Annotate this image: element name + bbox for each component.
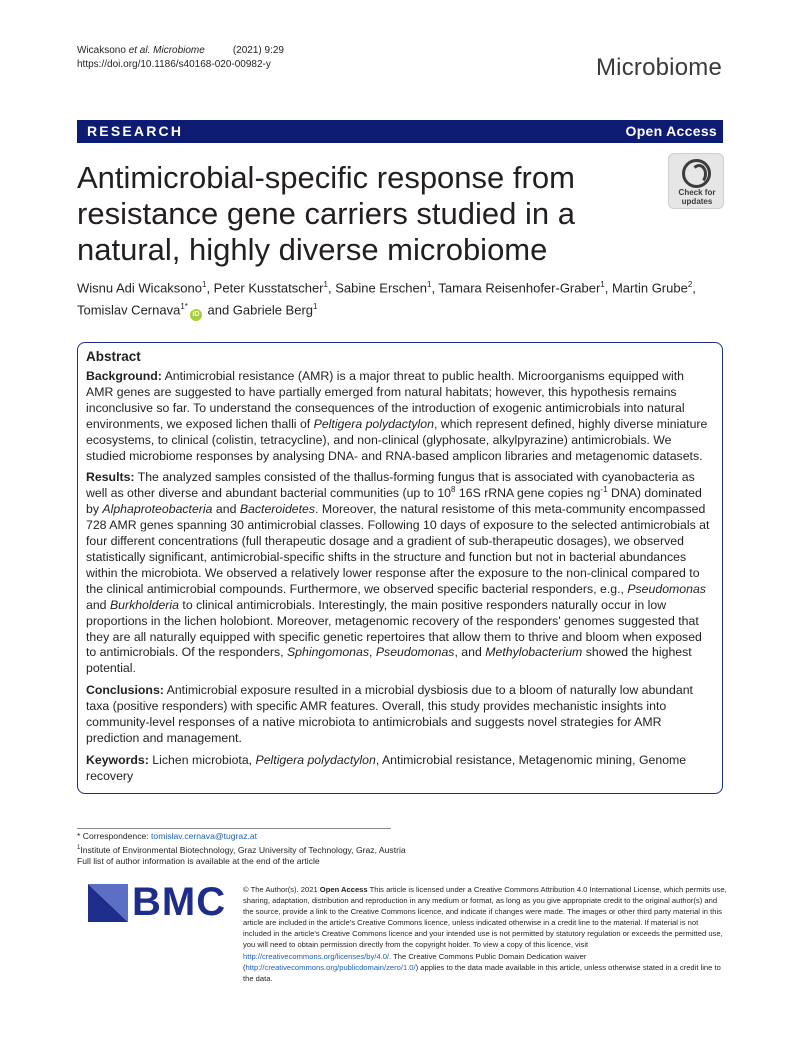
license-link[interactable]: http://creativecommons.org/licenses/by/4.0/ [243,951,390,961]
author-name[interactable]: , Tamara Reisenhofer-Graber [431,280,601,296]
footnote-divider [77,828,391,829]
bmc-logo-text: BMC [132,880,227,924]
author-name[interactable]: , Sabine Erschen [327,280,427,296]
abstract-background: Background: Antimicrobial resistance (AMR) is a major threat to public health. Microorganisms equipped with AMR genes are suggested to have partially emerged from natural habitats; however, this hypothesis remains inconclusive so far. To understand the consequences of the introduction of exogenic antimicrobials into natural environments, we exposed lichen thalli of Peltigera polydactylon, which represent defined, highly diverse miniature ecosystems, to clinical (colistin, tetracycline), and non-clinical (glyphosate, alkylpyrazine) antimicrobials. We studied microbiome responses by analysing DNA- and RNA-based amplicon libraries and metagenomic datasets. [86,369,708,463]
author-name[interactable]: , Peter Kusstatscher [206,280,324,296]
abstract-keywords: Keywords: Lichen microbiota, Peltigera polydactylon, Antimicrobial resistance, Metagenomic mining, Genome recovery [86,752,687,783]
citation-line [77,44,284,58]
author-list [77,275,723,321]
author-affiliation-sup: 1* [180,302,188,312]
citation-year: (2021) 9:29 [232,45,284,56]
article-type-label: RESEARCH [87,123,184,139]
article-type-banner [77,120,723,143]
orcid-icon[interactable]: iD [190,309,202,321]
abstract-heading: Abstract [86,349,141,364]
license-text: © The Author(s). 2021 Open Access This article is licensed under a Creative Commons Attribution 4.0 International License, which permits use, sharing, adaptation, distribution and reproduction in any medium or format, as long as you give appropriate credit to the original author(s) and the source, provide a link to the Creative Commons licence, and indicate if changes were made. The images or other third party material in this article are included in the article's Creative Commons licence, unless indicated otherwise in a credit line to the material. If material is not included in the article's Creative Commons licence and your intended use is not permitted by statutory regulation or exceeds the permitted use, you will need to obtain permission directly from the copyright holder. To view a copy of this licence, visit http://creativecommons.org/licenses/by/4.0/. The Creative Commons Public Domain Dedication waiver (http://creativecommons.org/publicdomain/zero/1.0/) applies to the data made available in this article, unless otherwise stated in a credit line to the data. [243,885,727,983]
abstract-conclusions: Conclusions: Antimicrobial exposure resulted in a microbial dysbiosis due to a bloom of naturally low abundant taxa (positive responders) with specific AMR features. Overall, this study provides mechanistic insights into community-level responses of a native microbiota to antimicrobials and suggests novel strategies for AMR prediction and management. [86,683,693,745]
open-access-label: Open Access [625,123,717,139]
footnotes [77,831,407,868]
author-name[interactable]: and Gabriele Berg [203,302,314,318]
conclusions-label: Conclusions: [86,683,164,698]
author-name[interactable]: Wisnu Adi Wicaksono [77,280,202,296]
running-head [77,44,284,72]
abstract-results: Results: The analyzed samples consisted of the thallus-forming fungus that is associated with cyanobacteria as well as other diverse and abundant bacterial communities (up to $10^8$ 16S rRNA gene copies $ng^{-1}$ DNA) dominated by Alphaproteobacteria and Bacteroidetes. Moreover, the natural resistome of this meta-community encompassed 728 AMR genes spanning 30 antimicrobial classes. Following 10 days of exposure to the selected antimicrobials at four different concentrations (full therapeutic dosage and a gradient of sub-therapeutic dosages), we observed statistically significant, antimicrobial-specific shifts in the structure and function but not in bacterial abundances within the microbiota. We observed a relatively lower response after the exposure to the non-clinical compared to the clinical antimicrobial compounds. Furthermore, we observed specific bacterial responders, e.g., Pseudomonas and Burkholderia to clinical antimicrobials. Interestingly, the main positive responders naturally occur in low proportions in the lichen holobiont. Moreover, metagenomic recovery of the responders' genomes suggested that they are all naturally equipped with specific genetic repertoires that allow them to thrive and bloom when exposed to antimicrobials. Of the responders, Sphingomonas, Pseudomonas, and Methylobacterium showed the highest potential. [86,470,710,676]
bmc-logo-mark-icon [88,884,128,922]
journal-name: Microbiome [595,54,722,81]
correspondence-line: * Correspondence: tomislav.cernava@tugraz.at [77,831,258,841]
results-label: Results: [86,470,135,485]
author-affiliation-sup: 1 [202,280,207,289]
check-for-updates-button[interactable] [668,153,724,209]
bmc-logo [88,880,228,924]
author-affiliation-sup: 1 [313,302,318,312]
author-name[interactable]: , Martin Grube [604,280,688,296]
author-affiliation-sup: 1 [323,280,328,289]
citation-etal: et al. Microbiome [128,45,205,56]
author-affiliation-sup: 1 [600,280,605,289]
affiliation-line: $^1$Institute of Environmental Biotechnology, Graz University of Technology, Graz, Austria [77,844,406,855]
check-updates-label: Check for updates [678,188,716,206]
citation-authors: Wicaksono [77,45,129,56]
check-updates-icon [682,159,711,188]
background-label: Background: [86,369,162,383]
author-name[interactable]: , Tomislav Cernava [77,280,696,318]
author-info-note: Full list of author information is available at the end of the article [77,856,320,867]
keywords-label: Keywords: [86,752,149,767]
correspondence-email-link[interactable]: tomislav.cernava@tugraz.at [151,831,258,841]
author-affiliation-sup: 2 [687,280,693,289]
article-title: Antimicrobial-specific response from resistance gene carriers studied in a natural, highly diverse microbiome [77,160,575,267]
abstract-box [77,342,723,794]
public-domain-link[interactable]: http://creativecommons.org/publicdomain/zero/1.0/ [245,962,416,972]
author-affiliation-sup: 1 [426,280,432,289]
doi-link[interactable]: https://doi.org/10.1186/s40168-020-00982-y [77,59,271,70]
